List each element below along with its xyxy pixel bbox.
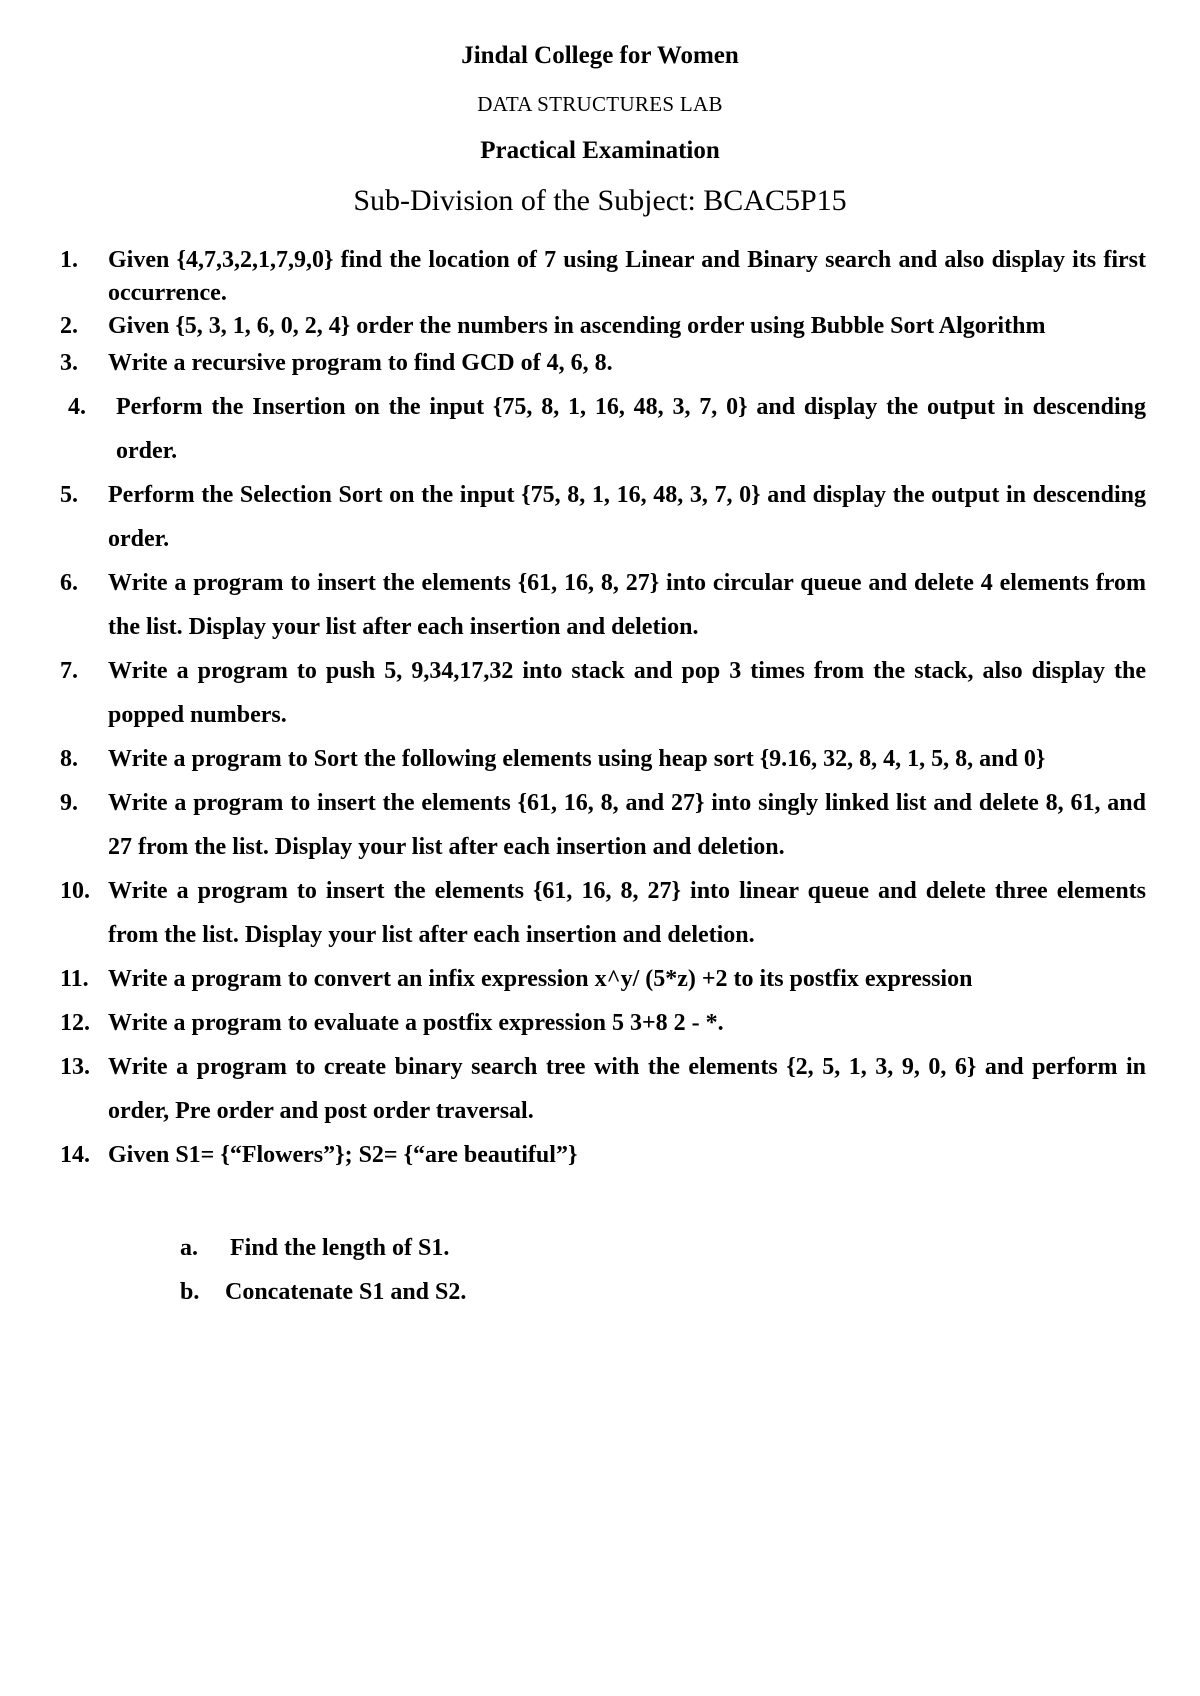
question-text: Perform the Selection Sort on the input {75, 8, 1, 16, 48, 3, 7, 0} and display the output in descending order. [108, 482, 1146, 552]
question-number: 9. [60, 790, 78, 816]
question-text: Write a program to create binary search tree with the elements {2, 5, 1, 3, 9, 0, 6} and perform in order, Pre order and post order traversal. [108, 1054, 1146, 1124]
sub-item [180, 1270, 780, 1314]
question-item [60, 1133, 1146, 1177]
question-number: 6. [60, 570, 78, 596]
question-number: 4. [68, 394, 86, 420]
question-text: Write a program to insert the elements {61, 16, 8, 27} into circular queue and delete 4 elements from the list. Display your list after each insertion and deletion. [108, 570, 1146, 640]
question-number: 13. [60, 1054, 90, 1080]
sub-item-text: Find the length of S1. [230, 1235, 450, 1261]
question-text: Given S1= {“Flowers”}; S2= {“are beautiful”} [108, 1142, 578, 1168]
question-item [60, 737, 1146, 781]
question-text: Write a program to insert the elements {61, 16, 8, and 27} into singly linked list and delete 8, 61, and 27 from the list. Display your list after each insertion and deletion. [108, 790, 1146, 860]
question-number: 14. [60, 1142, 90, 1168]
sub-item-text: Concatenate S1 and S2. [225, 1279, 467, 1305]
question-number: 5. [60, 482, 78, 508]
lab-title: DATA STRUCTURES LAB [477, 92, 723, 116]
question-text: Write a program to convert an infix expression x^y/ (5*z) +2 to its postfix expression [108, 966, 973, 992]
question-number: 7. [60, 658, 78, 684]
question-number: 11. [60, 966, 89, 992]
question-item [60, 244, 1146, 310]
question-item [60, 781, 1146, 869]
sub-item-label: a. [180, 1235, 198, 1261]
question-number: 12. [60, 1010, 90, 1036]
question-item [68, 385, 1146, 473]
question-number: 3. [60, 350, 78, 376]
question-text: Write a program to push 5, 9,34,17,32 into stack and pop 3 times from the stack, also display the popped numbers. [108, 658, 1146, 728]
question-number: 2. [60, 313, 78, 339]
subject-subdivision: Sub-Division of the Subject: BCAC5P15 [353, 184, 847, 217]
question-item [60, 869, 1146, 957]
question-number: 8. [60, 746, 78, 772]
question-text: Write a program to insert the elements {61, 16, 8, 27} into linear queue and delete three elements from the list. Display your list after each insertion and deletion. [108, 878, 1146, 948]
question-item [60, 310, 1146, 343]
question-item [60, 1001, 1146, 1045]
question-text: Given {4,7,3,2,1,7,9,0} find the location of 7 using Linear and Binary search and also display its first occurrence. [108, 247, 1146, 306]
question-text: Write a program to Sort the following elements using heap sort {9.16, 32, 8, 4, 1, 5, 8, and 0} [108, 746, 1046, 772]
sub-item-label: b. [180, 1279, 200, 1305]
question-text: Write a recursive program to find GCD of 4, 6, 8. [108, 350, 613, 376]
question-item [60, 341, 1146, 385]
question-text: Write a program to evaluate a postfix expression 5 3+8 2 - *. [108, 1010, 724, 1036]
question-item [60, 957, 1146, 1001]
question-item [60, 649, 1146, 737]
question-text: Given {5, 3, 1, 6, 0, 2, 4} order the numbers in ascending order using Bubble Sort Algorithm [108, 313, 1046, 339]
question-text: Perform the Insertion on the input {75, 8, 1, 16, 48, 3, 7, 0} and display the output in descending order. [116, 394, 1146, 464]
question-list [60, 244, 1146, 1177]
question-number: 10. [60, 878, 90, 904]
question-item [60, 473, 1146, 561]
sub-item [180, 1226, 780, 1270]
question-item [60, 1045, 1146, 1133]
question-number: 1. [60, 247, 78, 273]
question-item [60, 561, 1146, 649]
college-name: Jindal College for Women [461, 42, 739, 69]
exam-title: Practical Examination [480, 137, 720, 164]
